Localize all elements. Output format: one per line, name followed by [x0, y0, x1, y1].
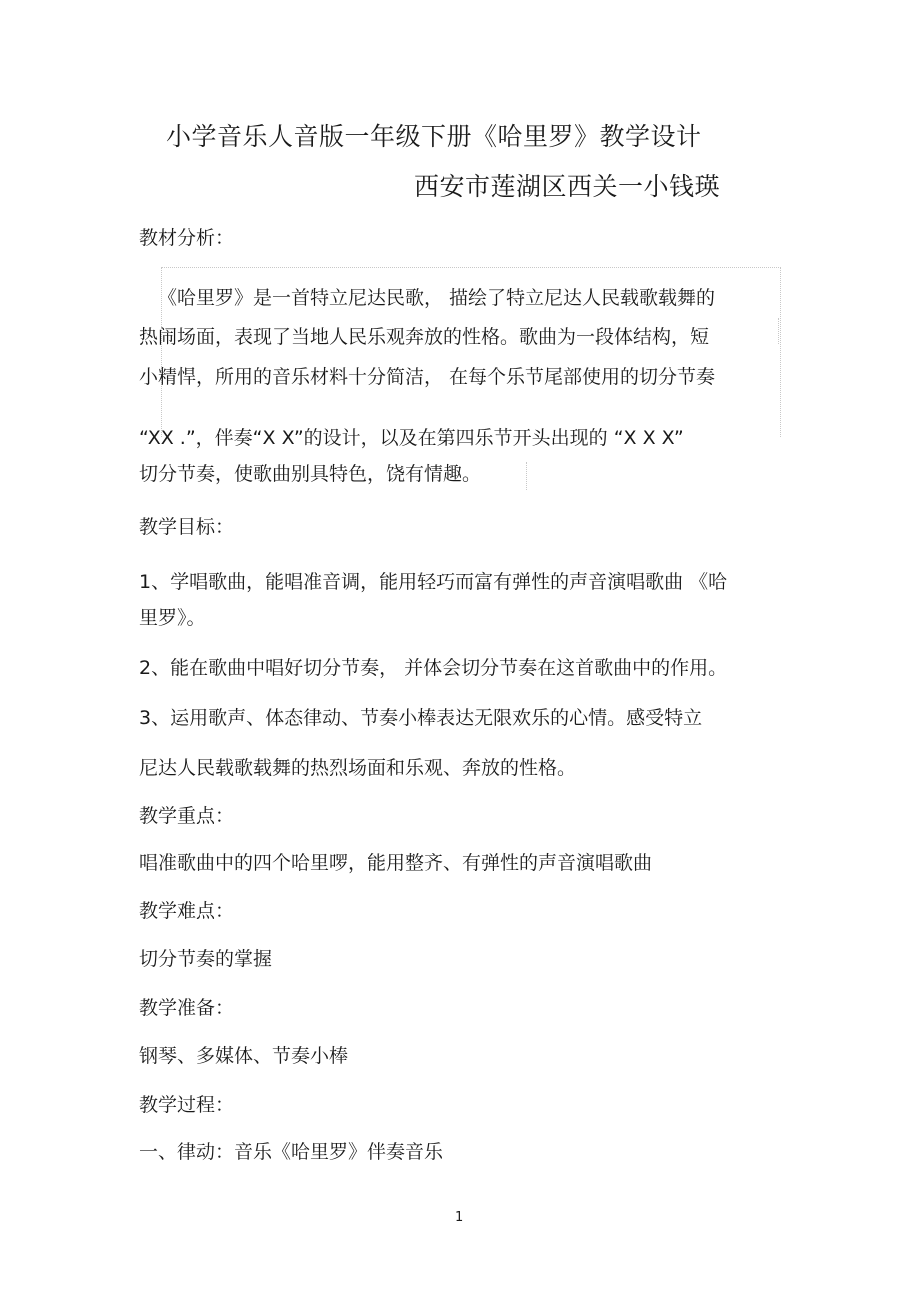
objective-line: 2、能在歌曲中唱好切分节奏， 并体会切分节奏在这首歌曲中的作用。 [139, 657, 728, 679]
author-line: 西安市莲湖区西关一小钱瑛 [414, 172, 721, 201]
objective-line: 里罗》。 [139, 607, 206, 629]
page-number: 1 [455, 1210, 464, 1225]
objective-line: 1、学唱歌曲，能唱准音调，能用轻巧而富有弹性的声音演唱歌曲 《哈 [139, 571, 728, 593]
text-frame-marker [778, 318, 780, 344]
section-heading-analysis: 教材分析： [139, 227, 235, 249]
analysis-line: 切分节奏，使歌曲别具特色，饶有情趣。 [139, 463, 482, 485]
objective-line: 3、运用歌声、体态律动、节奏小棒表达无限欢乐的心情。感受特立 [139, 707, 703, 729]
process-step: 一、律动：音乐《哈里罗》伴奏音乐 [139, 1141, 444, 1163]
document-title: 小学音乐人音版一年级下册《哈里罗》教学设计 [166, 122, 702, 151]
analysis-line: 《哈里罗》是一首特立尼达民歌， 描绘了特立尼达人民载歌载舞的 [158, 287, 716, 309]
preparation-text: 钢琴、多媒体、节奏小棒 [139, 1045, 349, 1067]
analysis-line: 热闹场面，表现了当地人民乐观奔放的性格。歌曲为一段体结构，短 [139, 326, 710, 348]
section-heading-difficulty: 教学难点： [139, 900, 235, 922]
section-heading-process: 教学过程： [139, 1094, 235, 1116]
text-frame-marker [526, 462, 528, 490]
section-heading-key-points: 教学重点： [139, 805, 235, 827]
objective-line: 尼达人民载歌载舞的热烈场面和乐观、奔放的性格。 [139, 757, 577, 779]
text-frame-top-border [161, 267, 779, 268]
section-heading-objectives: 教学目标： [139, 516, 235, 538]
difficulty-text: 切分节奏的掌握 [139, 948, 273, 970]
analysis-line: “XX .”，伴奏“X X”的设计，以及在第四乐节开头出现的 “X X X” [139, 427, 684, 449]
key-points-text: 唱准歌曲中的四个哈里啰，能用整齐、有弹性的声音演唱歌曲 [139, 852, 653, 874]
analysis-line: 小精悍，所用的音乐材料十分简洁， 在每个乐节尾部使用的切分节奏 [139, 366, 716, 388]
section-heading-preparation: 教学准备： [139, 997, 235, 1019]
